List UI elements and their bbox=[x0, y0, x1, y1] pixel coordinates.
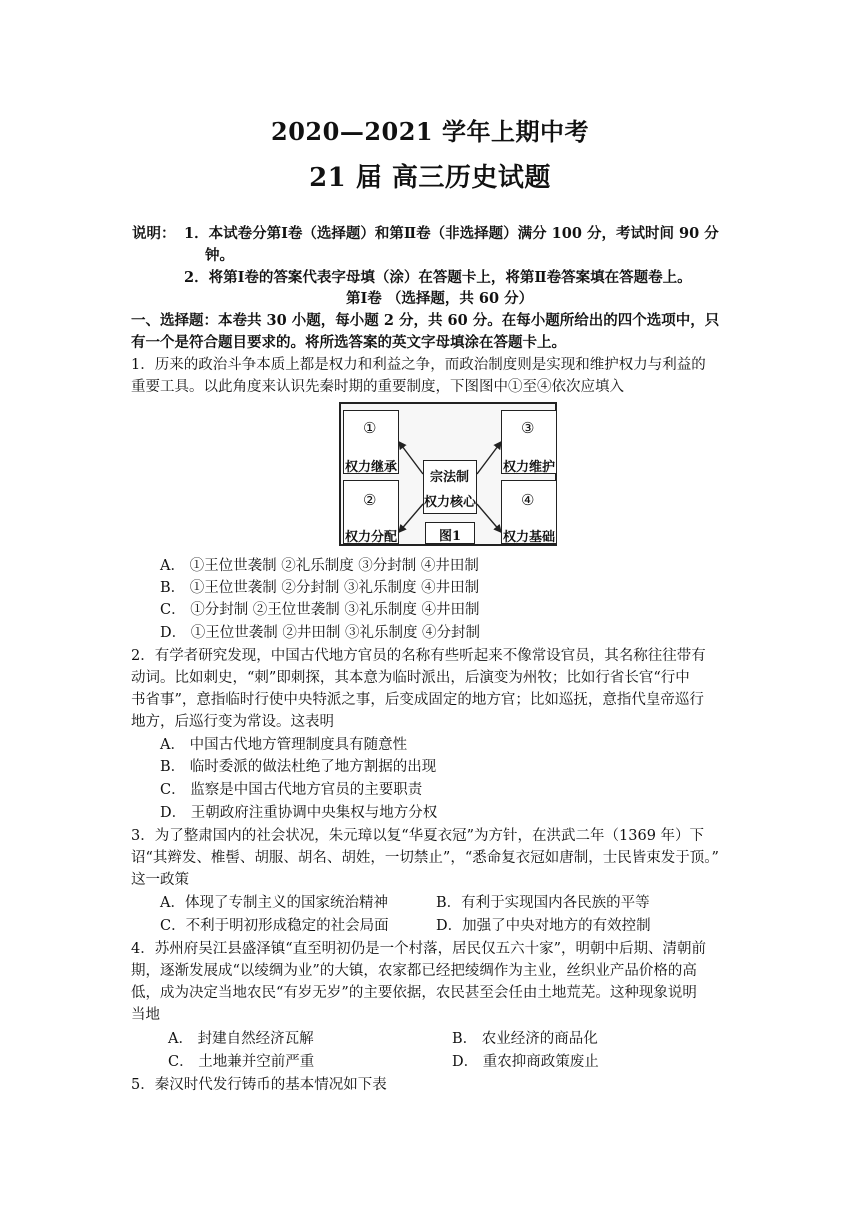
diagram-box-2 bbox=[343, 480, 399, 544]
diagram-box-3 bbox=[501, 410, 557, 474]
q4-stem-line: 低，成为决定当地农民“有岁无岁”的主要依据，农民甚至会任由土地荒芜。这种现象说明 bbox=[131, 985, 697, 1001]
q4-option-b: B． 农业经济的商品化 bbox=[452, 1031, 598, 1047]
q2-stem-line: 动词。比如刺史，“刺”即刺探，其本意为临时派出，后演变为州牧；比如行省长官“行中 bbox=[131, 670, 690, 686]
q1-option-b: B． ①王位世袭制 ②分封制 ③礼乐制度 ④井田制 bbox=[160, 580, 480, 596]
q1-stem-line: 重要工具。以此角度来认识先秦时期的重要制度，下图图中①至④依次应填入 bbox=[131, 379, 624, 395]
q4-stem-line: 当地 bbox=[131, 1007, 160, 1023]
q3-stem-line: 这一政策 bbox=[131, 872, 189, 888]
q2-stem-line: 书省事”，意指临时行使中央特派之事，后变成固定的地方官；比如巡抚，意指代皇帝巡行 bbox=[131, 692, 704, 708]
section-title: 第Ⅰ卷 （选择题，共 60 分） bbox=[346, 290, 534, 307]
q3-stem-line: 诏“其辫发、椎髻、胡服、胡名、胡姓，一切禁止”，“悉命复衣冠如唐制，士民皆束发于顶。” bbox=[131, 850, 719, 866]
box-3-number: ③ bbox=[521, 419, 535, 437]
section-instructions-cont: 有一个是符合题目要求的。将所选答案的英文字母填涂在答题卡上。 bbox=[131, 334, 566, 351]
figure-1-diagram bbox=[339, 402, 557, 546]
box-4-label: 权力基础 bbox=[503, 530, 556, 545]
q1-option-a: A． ①王位世袭制 ②礼乐制度 ③分封制 ④井田制 bbox=[160, 558, 479, 574]
center-label-2: 权力核心 bbox=[424, 495, 477, 510]
q3-option-a: A．体现了专制主义的国家统治精神 bbox=[160, 895, 388, 911]
q1-option-d: D． ①王位世袭制 ②井田制 ③礼乐制度 ④分封制 bbox=[160, 625, 481, 641]
q2-option-d: D． 王朝政府注重协调中央集权与地方分权 bbox=[160, 805, 438, 821]
q3-stem-line: 3．为了整肃国内的社会状况，朱元璋以复“华夏衣冠”为方针，在洪武二年（1369 年）下 bbox=[131, 828, 705, 844]
diagram-box-1 bbox=[343, 410, 399, 474]
note-1-cont: 钟。 bbox=[205, 247, 234, 264]
box-1-number: ① bbox=[363, 419, 377, 437]
note-2: 2．将第Ⅰ卷的答案代表字母填（涂）在答题卡上，将第Ⅱ卷答案填在答题卷上。 bbox=[184, 269, 692, 286]
q2-option-b: B． 临时委派的做法杜绝了地方割据的出现 bbox=[160, 759, 437, 775]
q2-stem-line: 地方，后巡行变为常设。这表明 bbox=[131, 714, 334, 730]
q2-option-c: C． 监察是中国古代地方官员的主要职责 bbox=[160, 782, 423, 798]
box-2-number: ② bbox=[363, 491, 377, 509]
q2-stem-line: 2．有学者研究发现，中国古代地方官员的名称有些听起来不像常设官员，其名称往往带有 bbox=[131, 648, 706, 664]
q5-stem-line: 5．秦汉时代发行铸币的基本情况如下表 bbox=[131, 1077, 387, 1093]
box-2-label: 权力分配 bbox=[345, 530, 398, 545]
q4-option-d: D． 重农抑商政策废止 bbox=[452, 1054, 599, 1070]
q4-option-a: A． 封建自然经济瓦解 bbox=[168, 1031, 314, 1047]
q3-option-d: D．加强了中央对地方的有效控制 bbox=[436, 918, 651, 934]
q4-stem-line: 4．苏州府吴江县盛泽镇“直至明初仍是一个村落，居民仅五六十家”，明朝中后期、清朝前 bbox=[131, 941, 707, 957]
q3-option-b: B．有利于实现国内各民族的平等 bbox=[436, 895, 650, 911]
section-instructions: 一、选择题：本卷共 30 小题，每小题 2 分，共 60 分。在每小题所给出的四个选项中，只 bbox=[131, 312, 720, 329]
box-3-label: 权力维护 bbox=[503, 460, 556, 475]
q1-stem-line: 1．历来的政治斗争本质上都是权力和利益之争，而政治制度则是实现和维护权力与利益的 bbox=[131, 357, 706, 373]
exam-title: 2020—2021 学年上期中考 bbox=[271, 117, 589, 146]
notes-label: 说明： bbox=[132, 225, 176, 242]
box-1-label: 权力继承 bbox=[345, 460, 398, 475]
center-label-1: 宗法制 bbox=[430, 470, 470, 485]
note-1: 1．本试卷分第Ⅰ卷（选择题）和第Ⅱ卷（非选择题）满分 100 分，考试时间 90 分 bbox=[184, 225, 719, 242]
diagram-caption-box bbox=[425, 522, 475, 544]
q4-option-c: C． 土地兼并空前严重 bbox=[168, 1054, 315, 1070]
q4-stem-line: 期，逐渐发展成“以绫绸为业”的大镇，农家都已经把绫绸作为主业，丝织业产品价格的高 bbox=[131, 963, 697, 979]
exam-subtitle: 21 届 高三历史试题 bbox=[309, 163, 551, 193]
figure-caption: 图1 bbox=[439, 529, 462, 544]
box-4-number: ④ bbox=[521, 491, 535, 509]
q1-option-c: C． ①分封制 ②王位世袭制 ③礼乐制度 ④井田制 bbox=[160, 602, 480, 618]
diagram-center-box bbox=[423, 460, 477, 514]
q3-option-c: C．不利于明初形成稳定的社会局面 bbox=[160, 918, 389, 934]
diagram-box-4 bbox=[501, 480, 557, 544]
q2-option-a: A． 中国古代地方管理制度具有随意性 bbox=[160, 737, 408, 753]
